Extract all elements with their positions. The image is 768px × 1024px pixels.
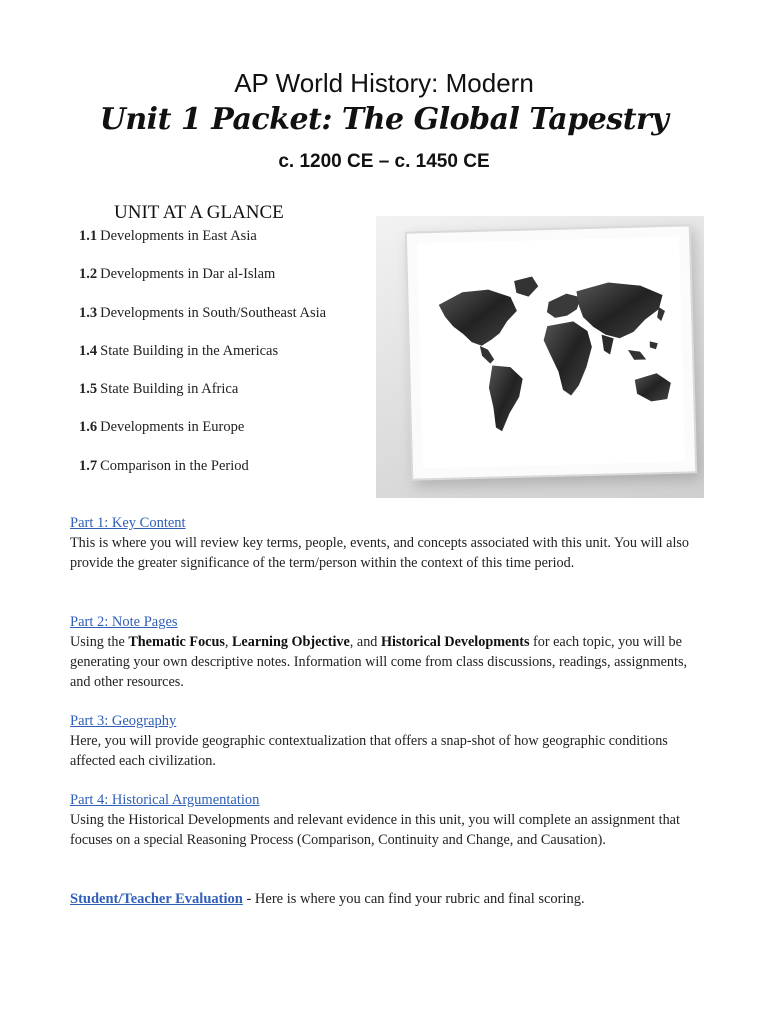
learning-objective-term: Learning Objective [231,634,350,650]
text-segment: , and [349,634,381,650]
unit-at-a-glance-heading: UNIT AT A GLANCE [114,202,284,223]
topic-label: State Building in Africa [100,381,239,398]
topic-item [79,305,326,343]
topic-item [79,419,326,457]
part-1-key-content-link[interactable]: Part 1: Key Content [70,515,186,531]
part-1-section [70,514,700,573]
topic-item [79,458,326,496]
topic-number: 1.7 [79,457,98,474]
part-2-section [70,613,700,692]
document-title: AP World History: Modern [234,68,534,98]
text-segment: Using the [70,634,129,650]
topic-number: 1.6 [79,419,98,436]
framed-world-map-image [376,216,704,498]
topic-label: Developments in Europe [100,419,245,436]
thematic-focus-term: Thematic Focus [128,634,225,650]
part-4-description: Using the Historical Developments and relevant evidence in this unit, you will complete an assignment that focuses on a special Reasoning Process (Comparison, Continuity and Change, and Causation). [70,812,680,848]
part-1-description: This is where you will review key terms, people, events, and concepts associated with this unit. You will also provide the greater significance of the term/person within the context of this time period. [70,535,690,571]
topic-item [79,343,326,381]
topic-number: 1.2 [79,266,98,283]
part-4-historical-argumentation-link[interactable]: Part 4: Historical Argumentation [70,792,260,808]
student-teacher-evaluation-link[interactable]: Student/Teacher Evaluation [70,891,243,907]
date-range: c. 1200 CE – c. 1450 CE [278,151,490,172]
part-3-description: Here, you will provide geographic contextualization that offers a snap-shot of how geographic conditions affected each civilization. [70,733,668,769]
topic-label: Comparison in the Period [100,457,249,474]
evaluation-section [70,890,700,909]
part-2-description [70,632,700,692]
part-3-section [70,712,700,771]
part-4-section [70,791,700,850]
topic-label: Developments in Dar al-Islam [100,266,276,283]
text-segment: , [224,634,232,650]
historical-developments-term: Historical Developments [380,634,530,650]
topic-label: Developments in East Asia [100,228,257,244]
topic-item [79,228,326,266]
world-map-illustration [417,237,685,469]
part-3-geography-link[interactable]: Part 3: Geography [70,713,177,729]
topic-label: Developments in South/Southeast Asia [100,304,327,321]
topic-item [79,381,326,419]
text-segment: for each topic, you will be generating your own descriptive notes. Information will come from class discussions, readings, assignments, and other resources. [70,634,688,690]
part-2-note-pages-link[interactable]: Part 2: Note Pages [70,614,178,630]
topic-number: 1.4 [79,342,98,359]
evaluation-description: - Here is where you can find your rubric and final scoring. [242,891,585,907]
document-subtitle: Unit 1 Packet: The Global Tapestry [99,102,669,137]
map-mat [417,237,685,469]
topic-number: 1.3 [79,304,98,321]
topic-label: State Building in the Americas [100,342,279,359]
topic-number: 1.1 [79,228,98,244]
topic-number: 1.5 [79,381,98,398]
topic-list [79,228,326,496]
topic-item [79,266,326,304]
